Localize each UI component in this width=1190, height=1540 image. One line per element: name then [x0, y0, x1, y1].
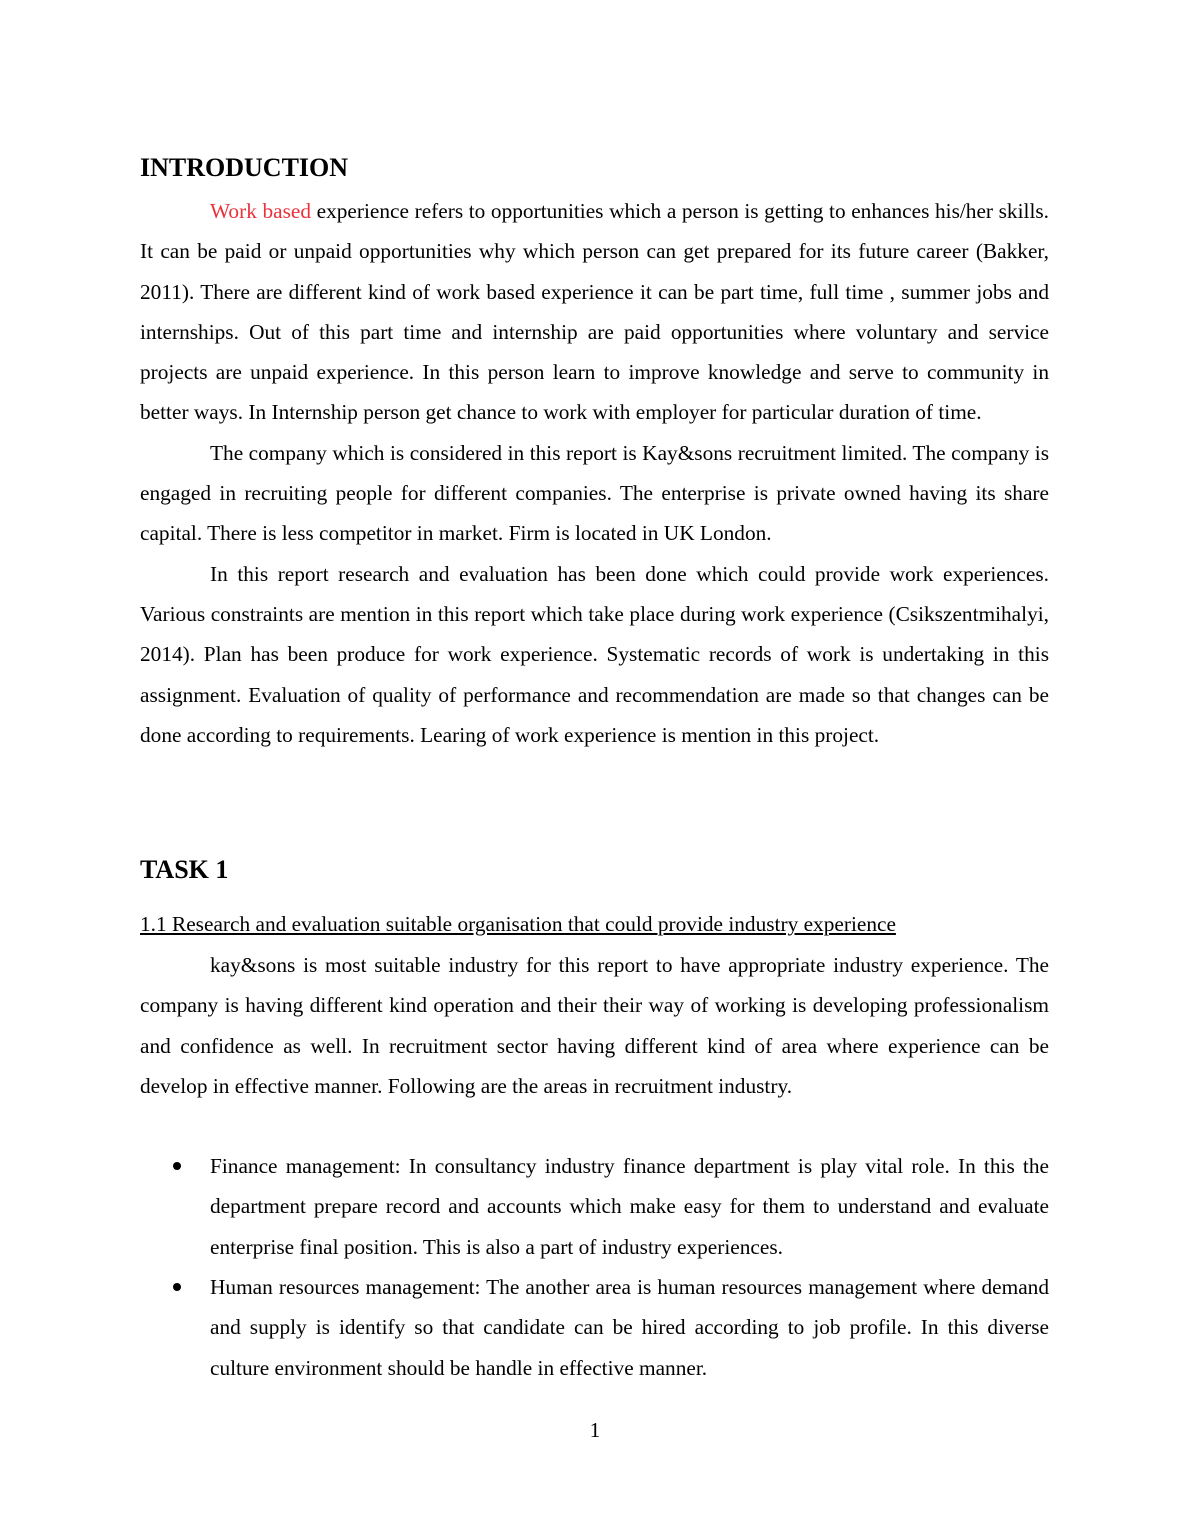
paragraph-text: experience refers to opportunities which a person is getting to enhances his/her skills. It can be paid or unpaid opportunities why which person can get prepared for its future career (Bakker, 2011). There are different kind of work based experience it can be part time, full time , summer jobs and internships. Out of this part time and internship are paid opportunities where voluntary and service projects are unpaid experience. In this person learn to improve knowledge and serve to community in better ways. In Internship person get chance to work with employer for particular duration of time. [140, 199, 1050, 425]
task1-paragraph: kay&sons is most suitable industry for this report to have appropriate industry experience. The company is having different kind operation and their their way of working is developing professionalism and confidence as well. In recruitment sector having different kind of area where experience can be develop in effective manner. Following are the areas in recruitment industry. [140, 953, 1049, 1098]
intro-paragraph-1 [140, 191, 1049, 433]
task1-section [140, 945, 1049, 1106]
intro-paragraph-2: The company which is considered in this report is Kay&sons recruitment limited. The company is engaged in recruiting people for different companies. The enterprise is private owned having its share capital. There is less competitor in market. Firm is located in UK London. [140, 440, 1049, 546]
task1-heading: TASK 1 [140, 855, 229, 884]
intro-heading: INTRODUCTION [140, 153, 349, 182]
highlighted-text: Work based [210, 199, 312, 223]
task1-subheading: 1.1 Research and evaluation suitable organisation that could provide industry experience [140, 912, 896, 936]
bullet-icon [173, 1162, 181, 1170]
intro-paragraph-3: In this report research and evaluation has been done which could provide work experiences. Various constraints are mention in this report which take place during work experience (Csikszentmihalyi, 2014). Plan has been produce for work experience. Systematic records of work is undertaking in this assignment. Evaluation of quality of performance and recommendation are made so that changes can be done according to requirements. Learing of work experience is mention in this project. [140, 561, 1049, 747]
bullet-icon [173, 1283, 181, 1291]
bullet-item [210, 1267, 1049, 1388]
bullet-item [210, 1146, 1049, 1267]
bullet-text: Finance management: In consultancy industry finance department is play vital role. In this the department prepare record and accounts which make easy for them to understand and evaluate enterprise final position. This is also a part of industry experiences. [210, 1154, 1049, 1259]
intro-section [140, 191, 1049, 755]
page-number: 1 [589, 1418, 601, 1442]
bullet-text: Human resources management: The another area is human resources management where demand and supply is identify so that candidate can be hired according to job profile. In this diverse culture environment should be handle in effective manner. [210, 1275, 1049, 1380]
